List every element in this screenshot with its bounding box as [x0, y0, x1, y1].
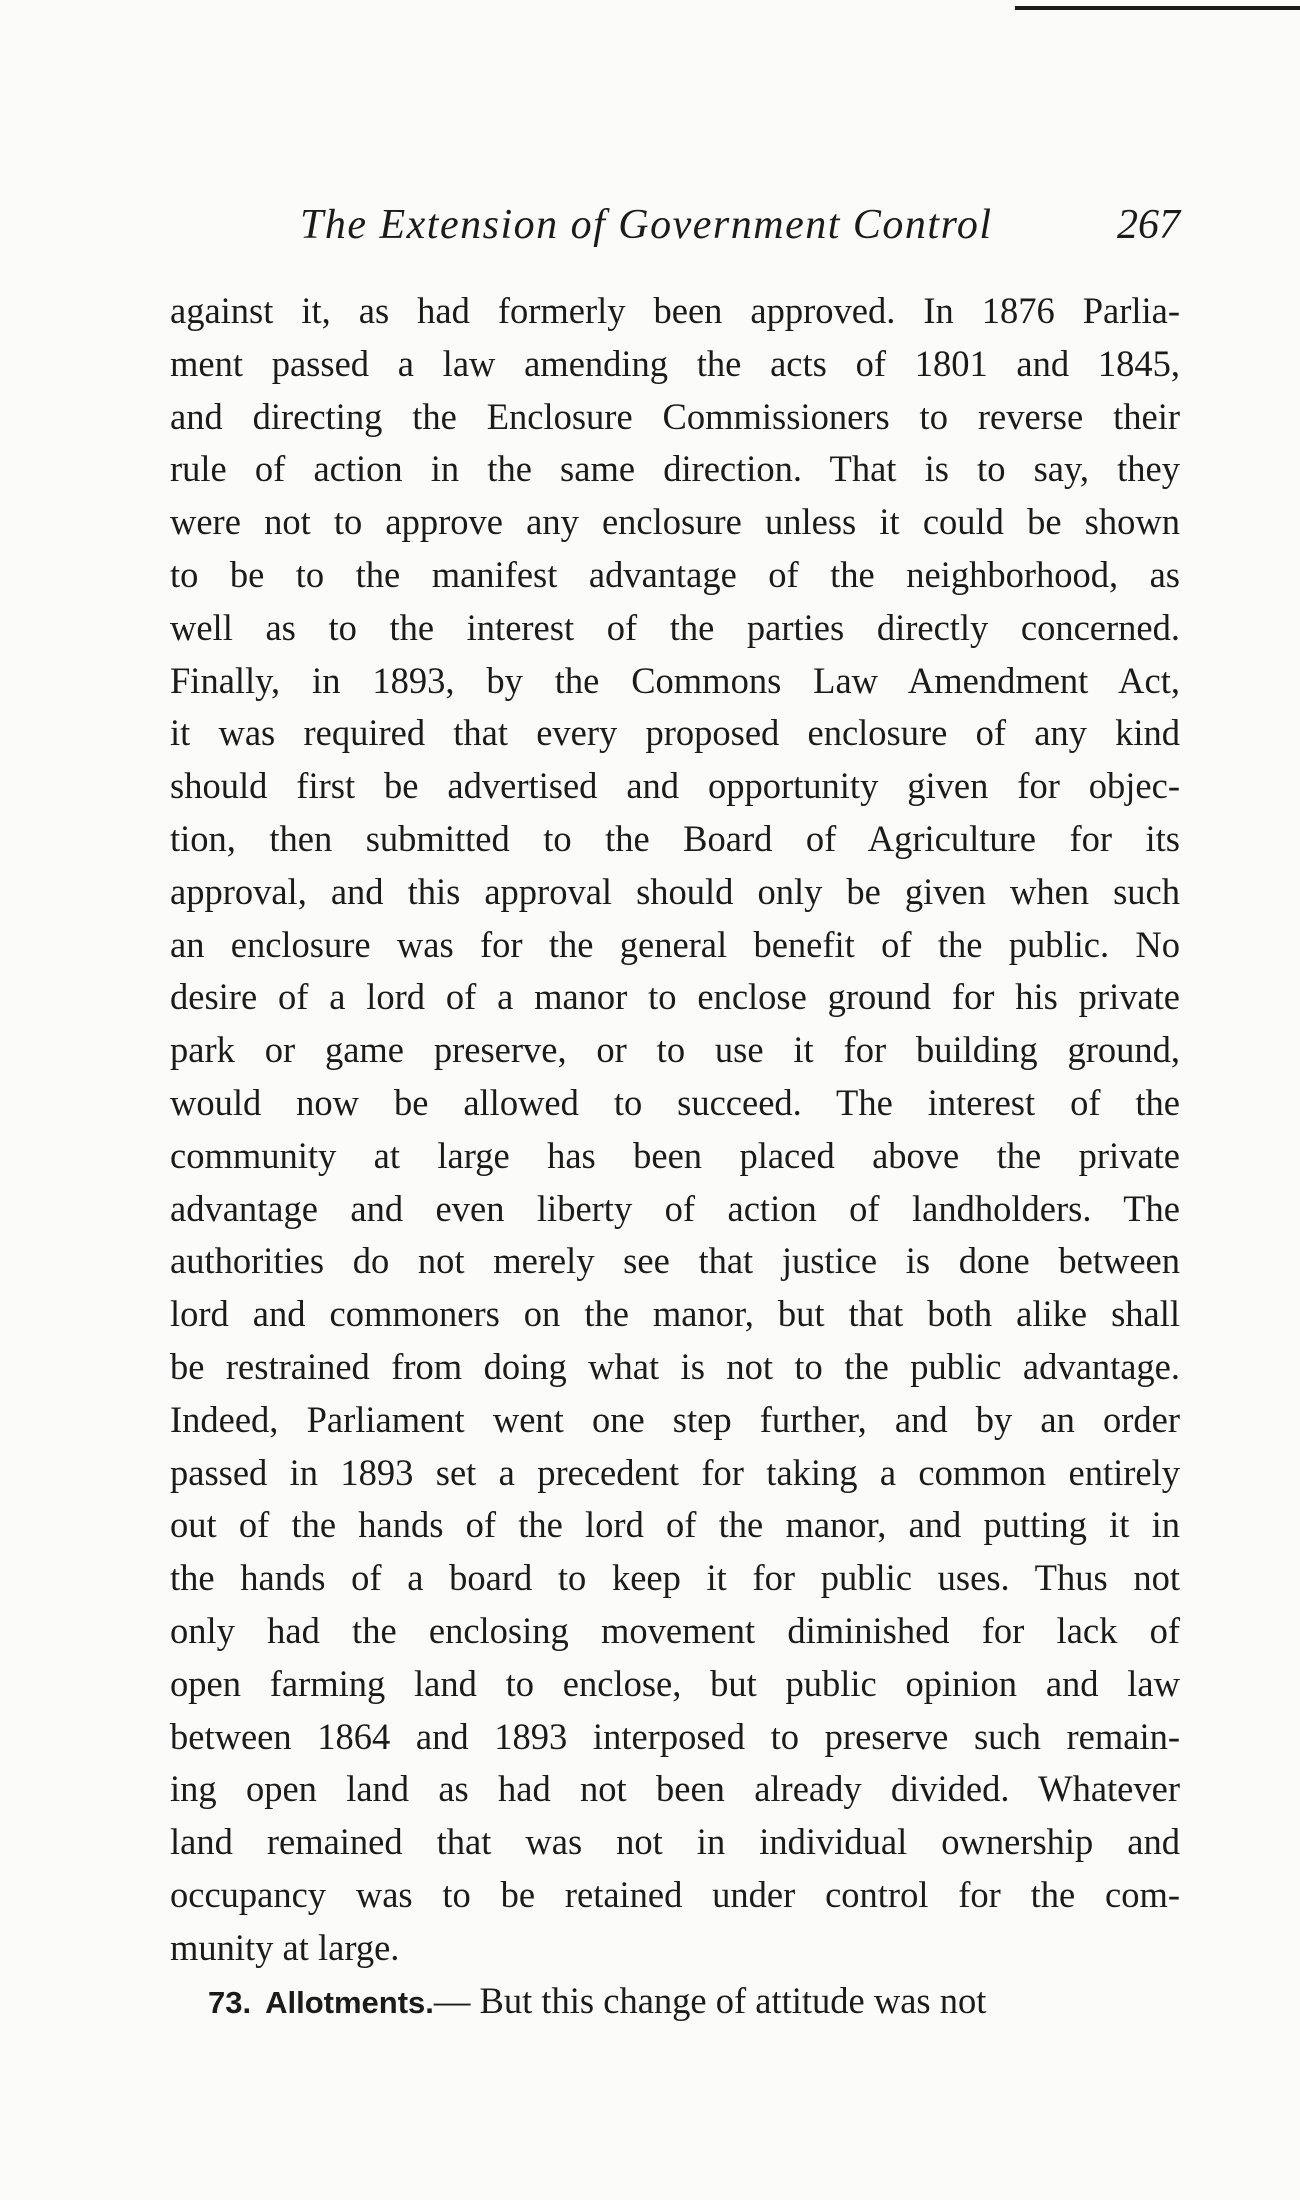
text-line: be restrained from doing what is not to the public advantage. [170, 1345, 1180, 1387]
text-line: rule of action in the same direction. That is to say, they [170, 448, 1180, 490]
section-heading-line [170, 1975, 1180, 2028]
section-title: Allotments. [265, 1984, 434, 2020]
text-line: Finally, in 1893, by the Commons Law Amendment Act, [170, 659, 1180, 701]
text-line: advantage and even liberty of action of landholders. The [170, 1187, 1180, 1229]
text-line: approval, and this approval should only be given when such [170, 870, 1180, 912]
text-line: desire of a lord of a manor to enclose ground for his private [170, 976, 1180, 1018]
text-line: ing open land as had not been already divided. Whatever [170, 1768, 1180, 1810]
body-text [170, 285, 1180, 2027]
section-number: 73. [208, 1984, 252, 2020]
text-line: and directing the Enclosure Commissioners to reverse their [170, 395, 1180, 437]
page-number: 267 [1117, 202, 1180, 248]
text-line: occupancy was to be retained under control for the com- [170, 1873, 1180, 1915]
text-line: open farming land to enclose, but public opinion and law [170, 1662, 1180, 1704]
text-line: only had the enclosing movement diminished for lack of [170, 1609, 1180, 1651]
running-title: The Extension of Government Control [300, 202, 993, 248]
text-line: would now be allowed to succeed. The interest of the [170, 1081, 1180, 1123]
text-line: passed in 1893 set a precedent for taking a common entirely [170, 1451, 1180, 1493]
text-line: land remained that was not in individual ownership and [170, 1821, 1180, 1863]
text-line: tion, then submitted to the Board of Agriculture for its [170, 817, 1180, 859]
text-line: authorities do not merely see that justice is done between [170, 1240, 1180, 1282]
top-edge-rule [1015, 6, 1300, 10]
text-line: should first be advertised and opportunity given for objec- [170, 765, 1180, 807]
text-line: park or game preserve, or to use it for building ground, [170, 1029, 1180, 1071]
text-line: community at large has been placed above the private [170, 1134, 1180, 1176]
text-line: out of the hands of the lord of the manor, and putting it in [170, 1504, 1180, 1546]
text-line: ment passed a law amending the acts of 1801 and 1845, [170, 342, 1180, 384]
text-line: an enclosure was for the general benefit of the public. No [170, 923, 1180, 965]
text-line: between 1864 and 1893 interposed to preserve such remain- [170, 1715, 1180, 1757]
paragraph-last-line: munity at large. [170, 1926, 400, 1968]
text-line: well as to the interest of the parties directly concerned. [170, 606, 1180, 648]
text-line: against it, as had formerly been approved. In 1876 Parlia- [170, 290, 1180, 331]
text-line: were not to approve any enclosure unless it could be shown [170, 501, 1180, 543]
section-text: — But this change of attitude was not [433, 1979, 987, 2021]
text-line: lord and commoners on the manor, but that both alike shall [170, 1293, 1180, 1335]
text-line: the hands of a board to keep it for public uses. Thus not [170, 1557, 1180, 1599]
text-line: to be to the manifest advantage of the neighborhood, as [170, 553, 1180, 595]
text-line: Indeed, Parliament went one step further, and by an order [170, 1398, 1180, 1440]
text-line: it was required that every proposed enclosure of any kind [170, 712, 1180, 754]
running-head [170, 195, 1180, 255]
